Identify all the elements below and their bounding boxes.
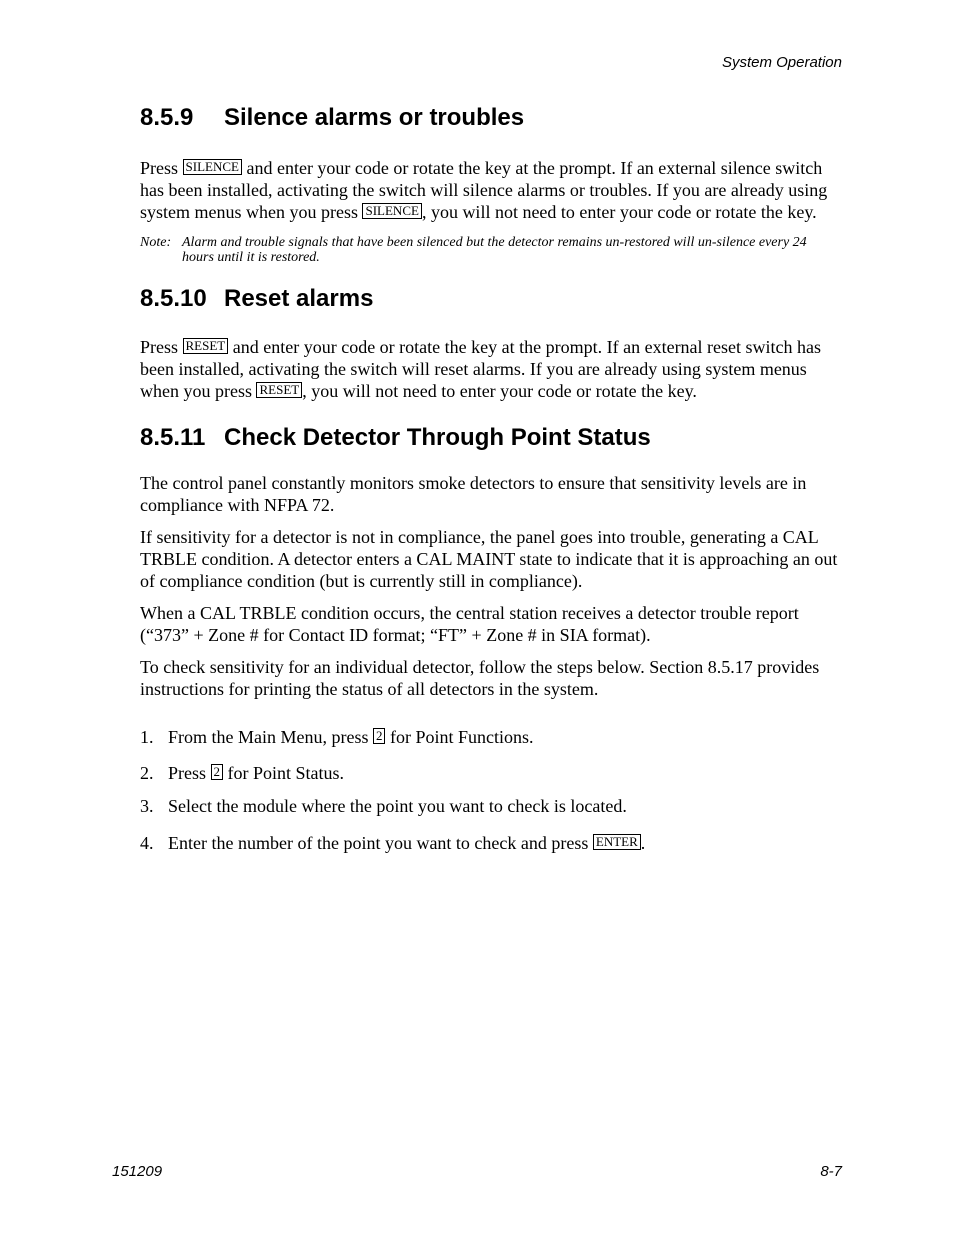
step-item: [140, 762, 840, 784]
step-item: [140, 726, 840, 748]
section-number: 8.5.11: [140, 423, 206, 451]
monitor-paragraph: The control panel constantly monitors smoke detectors to ensure that sensitivity levels are in compliance with NFPA 72.: [140, 473, 807, 516]
text-run: for Point Functions.: [385, 727, 534, 748]
key-2: 2: [373, 728, 386, 744]
text-run: Press: [140, 336, 183, 357]
reset-key: RESET: [256, 382, 302, 398]
text-run: From the Main Menu, press: [168, 727, 373, 748]
section-title: Reset alarms: [224, 284, 374, 312]
cal-trble-paragraph: When a CAL TRBLE condition occurs, the central station receives a detector trouble report (“373” + Zone # for Contact ID format; “FT” + Zone # in SIA format).: [140, 603, 799, 646]
section-heading-8-5-11: [140, 424, 840, 453]
section-number: 8.5.9: [140, 104, 194, 131]
text-run: .: [640, 833, 646, 854]
silence-key: SILENCE: [362, 203, 421, 219]
step-item: [140, 795, 840, 817]
text-run: Press: [140, 157, 183, 178]
running-header: System Operation: [721, 54, 842, 71]
step-text: [168, 832, 645, 854]
text-run: and enter your code or rotate the key at the prompt. If an external silence switch has been installed, activating the switch will silence alarms or troubles. If you are already using system menus when you press: [140, 157, 828, 222]
section-number: 8.5.10: [140, 284, 207, 312]
footer-doc-number: 151209: [112, 1163, 163, 1180]
steps-list: [140, 726, 840, 854]
key-2: 2: [211, 764, 224, 780]
step-text: Select the module where the point you want to check is located.: [168, 796, 627, 817]
step-text: [168, 762, 344, 784]
reset-paragraph: [140, 336, 840, 402]
text-run: , you will not need to enter your code or rotate the key.: [421, 201, 817, 222]
text-run: for Point Status.: [223, 763, 345, 784]
silence-paragraph: [140, 157, 840, 223]
text-run: Press: [168, 763, 211, 784]
section-title: Check Detector Through Point Status: [224, 423, 651, 451]
check-paragraph: To check sensitivity for an individual detector, follow the steps below. Section 8.5.17 provides instructions for printing the status of all detectors in the system.: [140, 657, 820, 700]
step-number: 2.: [140, 763, 154, 784]
note-text: Alarm and trouble signals that have been silenced but the detector remains un-restored will un-silence every 24 hours until it is restored.: [182, 234, 807, 265]
step-number: 3.: [140, 796, 154, 817]
sensitivity-paragraph: If sensitivity for a detector is not in compliance, the panel goes into trouble, generating a CAL TRBLE condition. A detector enters a CAL MAINT state to indicate that it is approaching an out of compliance condition (but is currently still in compliance).: [140, 527, 838, 592]
note-label: Note:: [140, 234, 172, 250]
step-item: [140, 832, 840, 854]
reset-key: RESET: [183, 338, 229, 354]
section-title: Silence alarms or troubles: [224, 104, 525, 131]
step-text: [168, 726, 534, 748]
text-run: Enter the number of the point you want to check and press: [168, 833, 593, 854]
section-heading-8-5-10: [140, 285, 840, 314]
footer-page-number: 8-7: [820, 1163, 842, 1180]
text-run: , you will not need to enter your code or rotate the key.: [302, 380, 697, 401]
note: [140, 235, 840, 265]
step-number: 1.: [140, 727, 154, 748]
step-number: 4.: [140, 833, 154, 854]
enter-key: ENTER: [593, 834, 641, 850]
silence-key: SILENCE: [183, 159, 242, 175]
text-run: and enter your code or rotate the key at the prompt. If an external reset switch has been installed, activating the switch will reset alarms. If you are already using system menus when you press: [140, 336, 822, 401]
section-heading-8-5-9: [140, 104, 840, 133]
page-content: [140, 100, 840, 854]
